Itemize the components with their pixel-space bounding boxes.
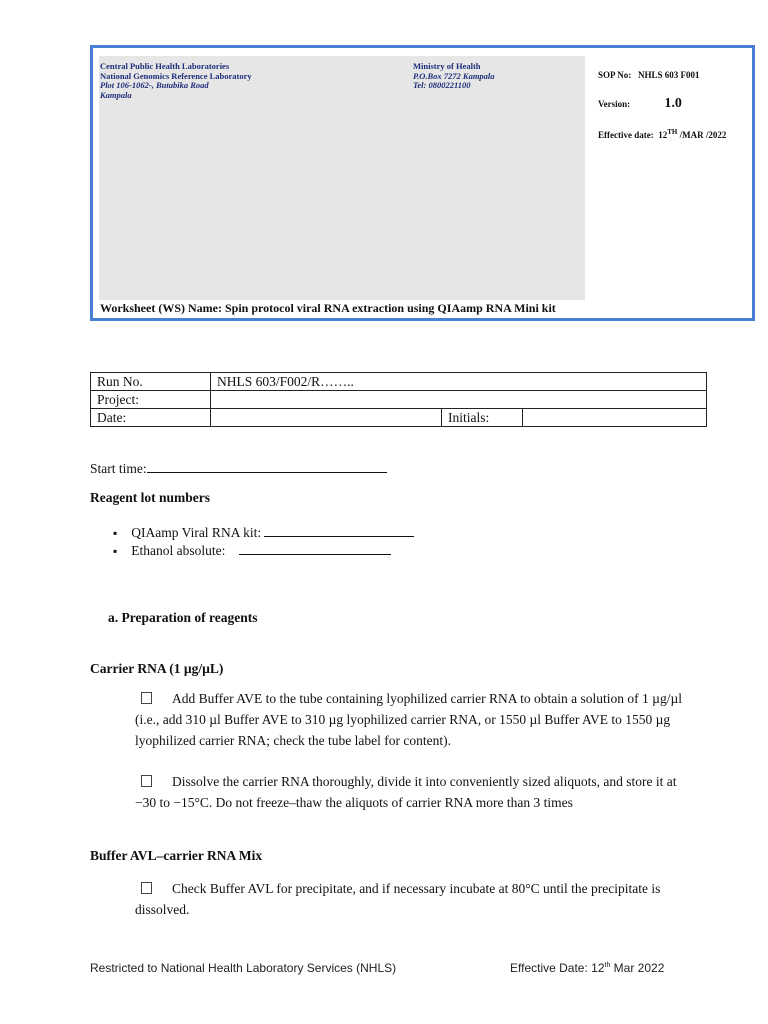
- checkbox[interactable]: [141, 882, 152, 894]
- org-line: Kampala: [100, 89, 132, 100]
- version: [598, 96, 682, 112]
- step-text: Dissolve the carrier RNA thoroughly, divide it into conveniently sized aliquots, and store it at −30 to −15°C. Do not freeze–thaw the aliquots of carrier RNA more than 3 times: [135, 774, 677, 810]
- effective-date: [598, 128, 726, 140]
- table-row: [91, 391, 707, 409]
- checkbox[interactable]: [141, 692, 152, 704]
- sop-number: [598, 70, 700, 80]
- sop-label: SOP No:: [598, 70, 632, 80]
- table-row: [91, 373, 707, 391]
- initials-label: Initials:: [442, 409, 523, 427]
- run-value[interactable]: NHLS 603/F002/R……..: [211, 373, 707, 391]
- avl-heading: Buffer AVL–carrier RNA Mix: [90, 848, 263, 863]
- checkbox[interactable]: [141, 775, 152, 787]
- document-header: [90, 45, 755, 321]
- reagent-lot-field[interactable]: [239, 542, 391, 555]
- carrier-step: [135, 771, 695, 813]
- project-field[interactable]: [211, 391, 707, 409]
- effective-day: 12: [658, 130, 668, 140]
- carrier-step: [135, 688, 695, 751]
- org-line: National Genomics Reference Laboratory: [100, 70, 252, 81]
- start-time: [90, 460, 387, 477]
- version-value: 1.0: [664, 96, 682, 111]
- table-row: [91, 409, 707, 427]
- start-time-label: Start time:: [90, 461, 147, 476]
- version-label: Version:: [598, 99, 631, 109]
- footer-left: Restricted to National Health Laboratory Services (NHLS): [90, 961, 397, 975]
- reagent-heading: Reagent lot numbers: [90, 490, 210, 505]
- ministry-line: P.O.Box 7272 Kampala: [413, 70, 495, 81]
- footer-date-sup: th: [604, 962, 611, 969]
- sop-value: NHLS 603 F001: [638, 70, 700, 80]
- footer-right: [510, 961, 664, 975]
- date-field[interactable]: [211, 409, 442, 427]
- ministry-block: [413, 62, 495, 91]
- list-item: [113, 524, 414, 542]
- organization-block: [100, 62, 252, 100]
- reagent-label: Ethanol absolute:: [131, 543, 226, 558]
- footer-date-prefix: Effective Date: 12: [510, 961, 605, 975]
- run-info-table: [90, 372, 707, 427]
- avl-step: [135, 878, 695, 920]
- reagent-list: [113, 524, 414, 560]
- project-label: Project:: [91, 391, 211, 409]
- reagent-label: QIAamp Viral RNA kit:: [131, 525, 262, 540]
- date-label: Date:: [91, 409, 211, 427]
- ministry-line: Tel: 0800221100: [413, 80, 471, 90]
- reagent-lot-field[interactable]: [264, 524, 414, 537]
- org-line: Plot 106-1062-, Butabika Road: [100, 80, 209, 90]
- run-label: Run No.: [91, 373, 211, 391]
- list-item: [113, 542, 414, 560]
- carrier-heading: Carrier RNA (1 µg/µL): [90, 661, 224, 676]
- section-heading: a. Preparation of reagents: [108, 610, 258, 625]
- effective-sup: TH: [667, 128, 678, 136]
- initials-field[interactable]: [523, 409, 707, 427]
- worksheet-name: Worksheet (WS) Name: Spin protocol viral RNA extraction using QIAamp RNA Mini kit: [100, 301, 556, 315]
- org-line: Central Public Health Laboratories: [100, 61, 230, 71]
- step-text: Add Buffer AVE to the tube containing lyophilized carrier RNA to obtain a solution of 1 µg/µl (i.e., add 310 µl Buffer AVE to 310 µg lyophilized carrier RNA, or 1550 µl Buffer AVE to 1550 µg lyophilized carrier RNA; check the tube label for content).: [135, 691, 682, 748]
- start-time-field[interactable]: [147, 460, 387, 473]
- effective-label: Effective date:: [598, 130, 654, 140]
- footer-date-suffix: Mar 2022: [610, 961, 665, 975]
- step-text: Check Buffer AVL for precipitate, and if necessary incubate at 80°C until the precipitate is dissolved.: [135, 881, 661, 917]
- ministry-line: Ministry of Health: [413, 61, 481, 71]
- effective-rest: /MAR /2022: [679, 130, 727, 140]
